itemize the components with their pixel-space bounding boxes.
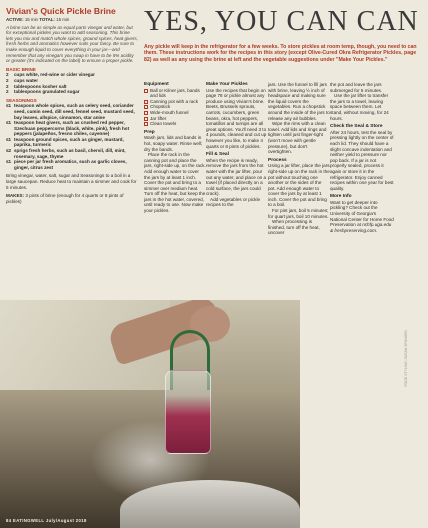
check-seal-paragraph: After 24 hours, test the seal by pressing lightly on the center of each lid. They should have a slight concave indentation and neither yield to pressure nor pop back. If a jar is not properly sealed, process it again or store it in the refrigerator. Enjoy canned recipes within one year for best quality.: [330, 129, 394, 191]
more-info-heading: More Info: [330, 194, 352, 200]
ingredient-item: [6, 120, 138, 137]
col3-paragraph-1: jars. Use the funnel to fill jars with brine, leaving ½ inch of headspace and making sure the liquid covers the vegetables. Run a chopstick around the inside of the jars to release any air bubbles.: [268, 82, 330, 121]
checkbox-icon: [144, 100, 148, 104]
equipment-label: Jar lifter: [150, 115, 167, 121]
photo-pickle-jar: [165, 370, 211, 454]
equipment-item: [144, 88, 206, 99]
ingredient-text: sprigs fresh herbs, such as basil, chervil, dill, mint, rosemary, sage, thyme: [14, 148, 126, 159]
canning-photo: [0, 300, 300, 528]
brine-intro: A brine can be as simple as equal parts vinegar and water, but for exceptional pickles you want to add seasoning. This brine lets you mix and match whole spices, ground spices, heat givers, fresh herbs and aromatics however suits your fancy. Be sure to make enough liquid to cover everything in your jar—and remember that any vinegars you swap in have to be 5% acidity or greater (it's indicated on the label) to ensure a proper pickle.: [6, 24, 139, 64]
makes-label: MAKES:: [6, 193, 25, 199]
checkbox-icon: [144, 122, 148, 126]
make-pickles-paragraph: Use the recipes that begin on page 78 or pickle almost any produce using Vivian's brine. Beets, Brussels sprouts, carrots, cucumbers, green beans, okra, hot peppers, tomatillos and turnips are all great options. You'll need 3 to 4 pounds, cleaned and cut up however you like, to make 4 quarts or 8 pints of pickles.: [206, 87, 267, 149]
column-4: [330, 82, 394, 233]
ingredient-quantity: 2: [6, 72, 9, 78]
make-pickles-heading: Make Your Pickles: [206, 82, 248, 87]
ingredient-text: teaspoon ground spices, such as ginger, mustard, paprika, turmeric: [14, 136, 124, 148]
ingredient-quantity: ≤1: [6, 103, 12, 109]
equipment-item: [144, 121, 206, 127]
ingredient-quantity: ≤1: [6, 136, 12, 142]
ingredient-text: cups white, red-wine or cider vinegar: [14, 72, 95, 78]
equipment-label: Clean towels: [150, 121, 177, 127]
ingredient-item: [6, 89, 138, 95]
ingredient-text: cups water: [14, 77, 38, 83]
ingredient-text: teaspoon whole spices, such as celery seed, coriander seed, cumin seed, dill seed, fennel seed, mustard seed, bay leaves, allspice, cinnamon, star anise: [14, 103, 135, 120]
more-info-text: Want to get deeper into pickling? Check out the University of Georgia's National Center for Home Food Preservation at: [330, 199, 394, 228]
process-heading: Process: [268, 157, 287, 163]
ingredient-quantity: 2: [6, 83, 9, 89]
basic-brine-heading: BASIC BRINE: [6, 66, 36, 72]
prep-heading: Prep: [144, 129, 155, 135]
fill-paragraph-1: When the recipe is ready, remove the jars from the hot water with the jar lifter, pour out any water, and place on a towel (if placed directly on a cold surface, the jars could crack).: [206, 157, 267, 197]
fill-seal-heading: Fill & Seal: [206, 152, 229, 158]
column-1: [144, 82, 206, 214]
col3-paragraph-2: Wipe the rims with a clean towel. Add lids and rings and tighten until just finger-tight (won't move with gentle pressure), but don't overtighten.: [268, 121, 327, 155]
column-2: [206, 82, 268, 208]
equipment-list: [144, 88, 206, 127]
ingredient-item: [6, 103, 138, 120]
more-info-paragraph: [330, 200, 394, 234]
equipment-heading: Equipment: [144, 82, 169, 87]
brine-method: Bring vinegar, water, salt, sugar and Seasonings to a boil in a large saucepan. Reduce heat to maintain a simmer and cook for 5 minutes.: [6, 173, 137, 190]
seasonings-heading: SEASONINGS: [6, 97, 37, 103]
equipment-label: Chopstick: [150, 104, 171, 110]
ingredient-quantity: 2: [6, 77, 9, 83]
page-folio: 84 EATINGWELL July/August 2018: [6, 518, 87, 523]
brine-title: Vivian's Quick Pickle Brine: [6, 6, 116, 16]
brine-time: [6, 17, 138, 23]
ingredient-item: [6, 137, 138, 148]
col4-paragraph-1: the pot and leave the jars submerged for 5 minutes.: [330, 82, 383, 93]
prep-paragraph-1: Wash jars, lids and bands in hot, soapy water. Rinse well; dry the bands.: [144, 135, 203, 152]
ingredient-text: tablespoons kosher salt: [14, 83, 67, 89]
check-seal-heading: Check the Seal & Store: [330, 124, 383, 130]
equipment-label: Canning pot with a rack: [150, 98, 199, 104]
active-label: ACTIVE:: [6, 17, 24, 22]
process-paragraph-1: Using a jar lifter, place the jars right-side up on the rack in the pot without touching one another or the sides of the pot. Add enough water to cover the jars by at least 1 inch. Cover the pot and bring to a boil.: [268, 163, 330, 208]
process-paragraph-2: For pint jars, boil 5 minutes; for quart jars, boil 10 minutes.: [268, 208, 329, 219]
ingredient-quantity: 2: [6, 89, 9, 95]
prep-paragraph-2: Place the rack in the canning pot and place the jars, right-side up, on the rack. Add enough water to cover the jars by at least 1 inch. Cover the pot and bring to a simmer over medium heat. Turn off the heat, but keep the jars in the hot water, covered, until ready to use. Now make your pickles.: [144, 152, 206, 214]
checkbox-icon: [144, 117, 148, 121]
process-paragraph-3: When processing is finished, turn off the heat, uncover: [268, 219, 320, 236]
column-3: [268, 82, 330, 236]
brine-makes: [6, 193, 138, 204]
checkbox-icon: [144, 111, 148, 115]
basic-brine-list: [6, 72, 138, 94]
ingredient-text: teaspoon heat givers, such as crushed red pepper, Szechuan peppercorns (black, white, pink), fresh hot peppers (jalapeños, fresno chiles, cayenne): [14, 120, 130, 137]
active-time: 15 min: [24, 17, 38, 22]
equipment-label: Wide-mouth funnel: [150, 109, 189, 115]
checkbox-icon: [144, 89, 148, 93]
ingredient-text: piece per jar fresh aromatics, such as garlic cloves, ginger, citrus zest: [14, 159, 127, 170]
total-time: 15 min: [56, 17, 70, 22]
total-label: TOTAL:: [39, 17, 55, 22]
checkbox-icon: [144, 105, 148, 109]
ingredient-item: [6, 148, 138, 159]
photo-credit: FOOD STYLING: SUSAN SPUNGEN: [404, 330, 408, 387]
col4-paragraph-2: Use the jar lifter to transfer the jars to a towel, leaving space between them. Let stand, without moving, for 24 hours.: [330, 93, 389, 121]
more-info-links[interactable]: nchfp.uga.edu & freshpreserving.com.: [330, 222, 392, 233]
ingredient-quantity: ≤1: [6, 159, 12, 165]
seasonings-list: [6, 103, 138, 170]
brine-sidebar: [6, 6, 138, 204]
ingredient-quantity: ≤2: [6, 148, 12, 154]
fill-paragraph-2: Add vegetables or pickle recipes to the: [206, 196, 261, 208]
makes-value: 3 pints of brine (enough for 4 quarts or 8 pints of pickles): [6, 193, 124, 204]
ingredient-quantity: ≤1: [6, 120, 12, 126]
page-headline: YES, YOU CAN CAN: [144, 6, 419, 37]
equipment-label: Ball or Kilner jars, bands and lids: [150, 87, 200, 99]
ingredient-item: [6, 159, 138, 170]
ingredient-text: tablespoons granulated sugar: [14, 89, 80, 95]
intro-dek: Any pickle will keep in the refrigerator for a few weeks. To store pickles at room temp, though, you need to can them. These instructions work for the recipes in this story (except Olive-Cured Okra Refrigerator Pickles, page 82) as well as any using the brine at left and the vegetable suggestions under "Make Your Pickles.": [144, 44, 417, 63]
